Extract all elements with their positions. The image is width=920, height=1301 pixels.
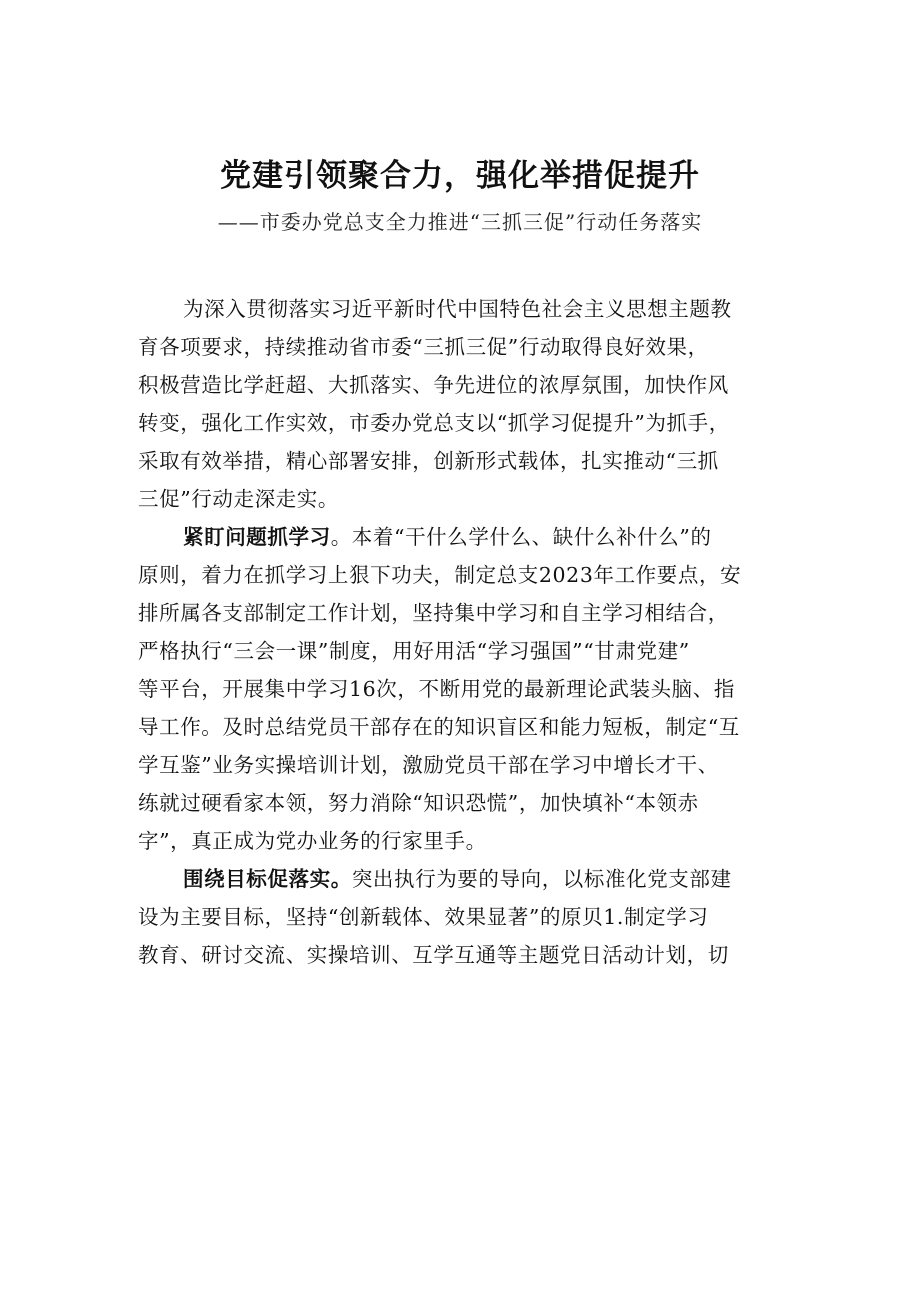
paragraph-line: 等平台，开展集中学习16次，不断用党的最新理论武装头脑、指 (138, 677, 735, 701)
paragraph-line: 育各项要求，持续推动省市委“三抓三促”行动取得良好效果， (138, 335, 709, 359)
document-subtitle: ——市委办党总支全力推进“三抓三促”行动任务落实 (217, 210, 703, 234)
paragraph-line: 学互鉴”业务实操培训计划，激励党员干部在学习中增长才干、 (138, 753, 719, 777)
paragraph-line (138, 518, 798, 556)
paragraph-line: 设为主要目标，坚持“创新载体、效果显著”的原贝1.制定学习 (138, 905, 709, 929)
paragraph-line: 练就过硬看家本领，努力消除“知识恐慌”，加快填补“本领赤 (138, 791, 699, 815)
paragraph-line-text: 。本着“干什么学什么、缺什么补什么”的 (330, 525, 712, 549)
paragraph-line: 为深入贯彻落实习近平新时代中国特色社会主义思想主题教 (183, 297, 732, 321)
paragraph-line: 教育、研讨交流、实操培训、互学互通等主题党日活动计划，切 (138, 943, 729, 967)
paragraph-study (138, 518, 798, 860)
paragraph-line (138, 860, 798, 898)
paragraph-line: 字”，真正成为党办业务的行家里手。 (138, 829, 487, 853)
document-body (138, 290, 798, 974)
paragraph-line: 严格执行“三会一课”制度，用好用活“学习强国”“甘肃党建” (138, 639, 690, 663)
paragraph-line-text: 突出执行为要的导向，以标准化党支部建 (351, 867, 732, 891)
paragraph-lead: 紧盯问题抓学习 (183, 525, 331, 549)
paragraph-line: 导工作。及时总结党员干部存在的知识盲区和能力短板，制定“互 (138, 715, 740, 739)
paragraph-line: 转变，强化工作实效，市委办党总支以“抓学习促提升”为抓手， (138, 411, 730, 435)
paragraph-intro (138, 290, 798, 518)
paragraph-line: 采取有效举措，精心部署安排，创新形式载体，扎实推动“三抓 (138, 449, 719, 473)
paragraph-lead: 围绕目标促落实。 (183, 867, 352, 891)
paragraph-line: 三促”行动走深走实。 (138, 487, 339, 511)
paragraph-line: 积极营造比学赶超、大抓落实、争先进位的浓厚氛围，加快作风 (138, 373, 729, 397)
paragraph-line: 原则，着力在抓学习上狠下功夫，制定总支2023年工作要点，安 (138, 563, 742, 587)
paragraph-goals (138, 860, 798, 974)
paragraph-line: 排所属各支部制定工作计划，坚持集中学习和自主学习相结合， (138, 601, 729, 625)
document-title: 党建引领聚合力，强化举措促提升 (220, 158, 700, 194)
